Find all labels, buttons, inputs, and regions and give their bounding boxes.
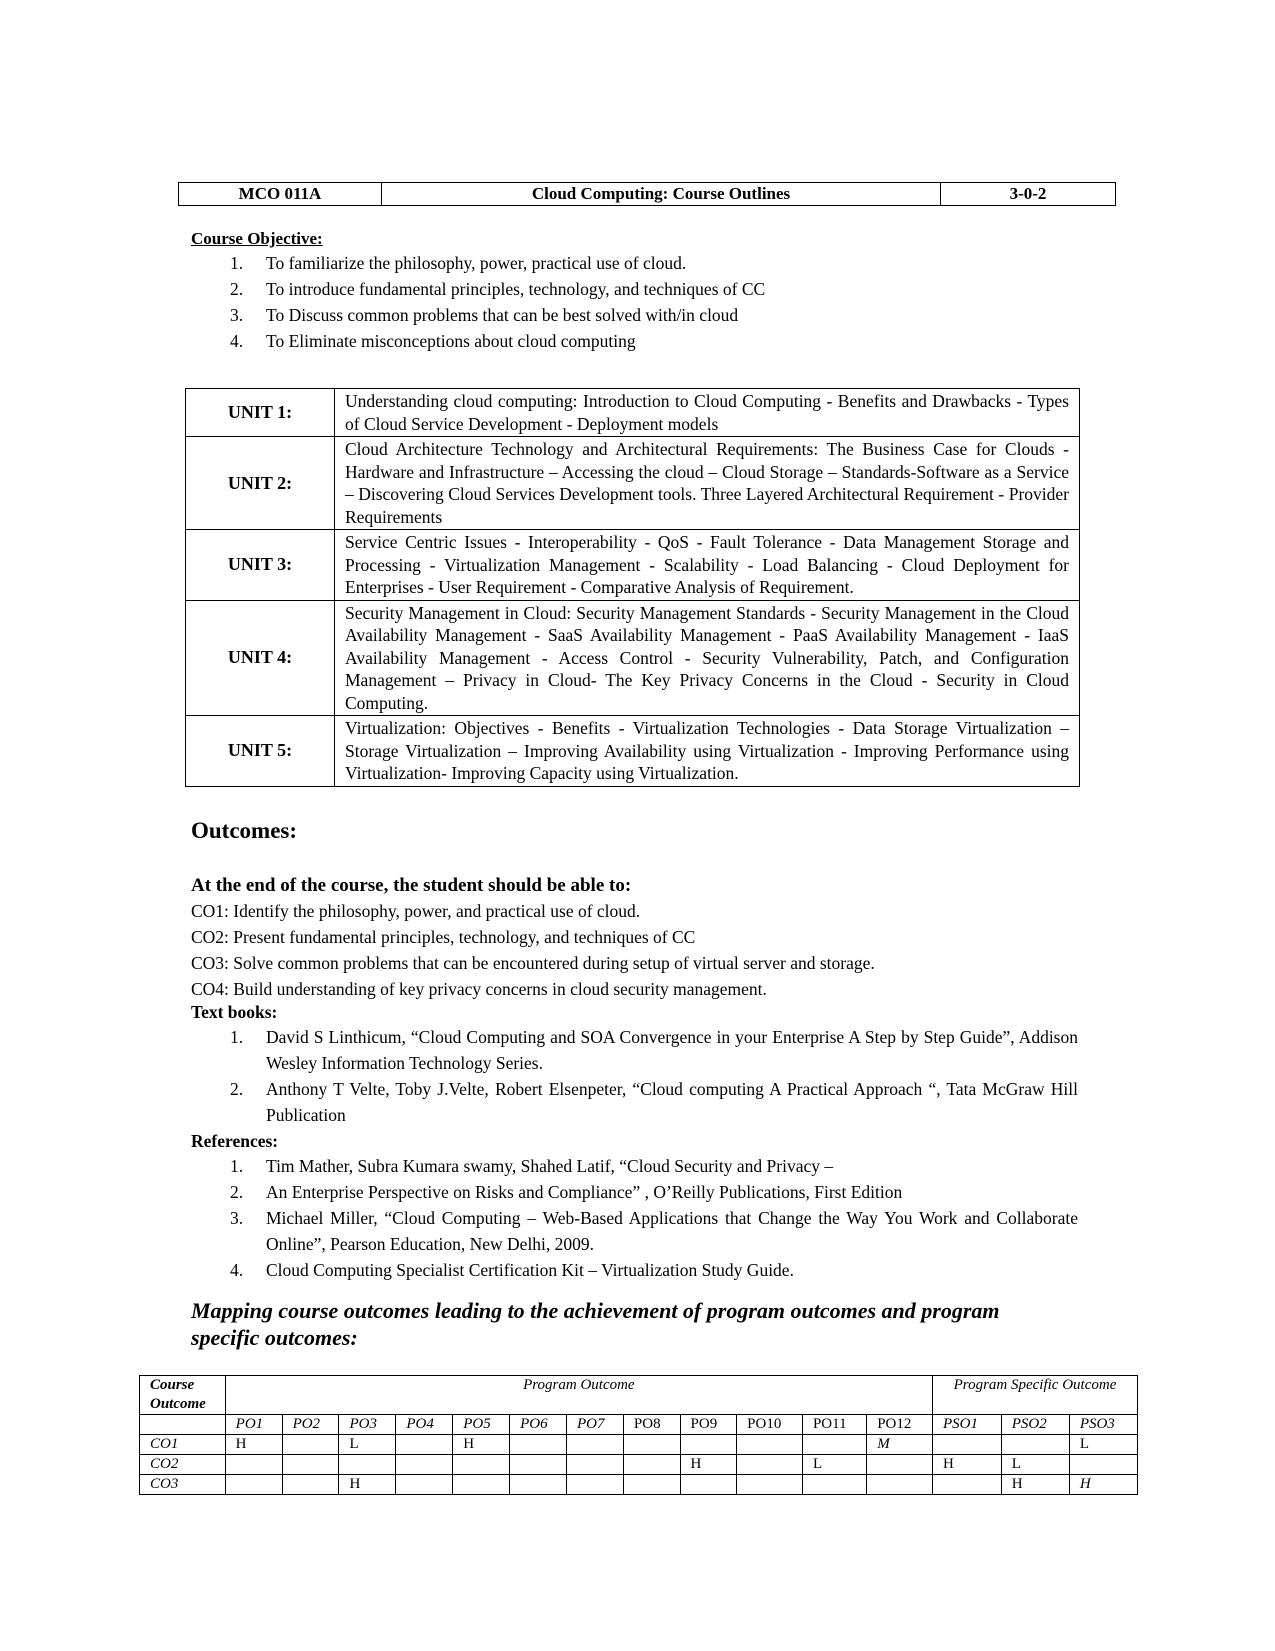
mapping-cell bbox=[1001, 1435, 1069, 1455]
list-item: 3. To Discuss common problems that can be best solved with/in cloud bbox=[230, 305, 739, 325]
mapping-cell bbox=[567, 1455, 624, 1475]
mapping-cell bbox=[282, 1455, 339, 1475]
list-item: 2. An Enterprise Perspective on Risks and Compliance” , O’Reilly Publications, First Edition bbox=[230, 1182, 903, 1202]
column-header-pso3: PSO3 bbox=[1069, 1415, 1137, 1435]
mapping-cell bbox=[453, 1455, 510, 1475]
mapping-title: Mapping course outcomes leading to the achievement of program outcomes and program specific outcomes: bbox=[191, 1298, 1000, 1350]
column-header-po5: PO5 bbox=[453, 1415, 510, 1435]
table-row bbox=[186, 530, 1080, 601]
course-credits: 3-0-2 bbox=[941, 183, 1116, 206]
outcome-item: CO4: Build understanding of key privacy concerns in cloud security management. bbox=[191, 979, 767, 999]
outcomes-list bbox=[191, 898, 1091, 1002]
mapping-cell: M bbox=[867, 1435, 933, 1455]
course-outcome-cell: CO3 bbox=[140, 1475, 226, 1495]
mapping-cell bbox=[567, 1435, 624, 1455]
course-title: Cloud Computing: Course Outlines bbox=[382, 183, 941, 206]
unit-content: Service Centric Issues - Interoperability - QoS - Fault Tolerance - Data Management Storage and Processing - Virtualization Management - Scalability - Load Balancing - Cloud Deployment for Enterprises - User Requirement - Comparative Analysis of Requirement. bbox=[335, 530, 1080, 601]
mapping-cell bbox=[396, 1435, 453, 1455]
mapping-cell: L bbox=[802, 1455, 866, 1475]
mapping-cell: L bbox=[1001, 1455, 1069, 1475]
mapping-cell bbox=[933, 1435, 1002, 1455]
column-header-po2: PO2 bbox=[282, 1415, 339, 1435]
mapping-cell: H bbox=[225, 1435, 282, 1455]
mapping-cell bbox=[510, 1475, 567, 1495]
mapping-cell: H bbox=[1001, 1475, 1069, 1495]
course-outcome-cell: CO1 bbox=[140, 1435, 226, 1455]
mapping-cell: L bbox=[339, 1435, 396, 1455]
unit-label: UNIT 3: bbox=[186, 530, 335, 601]
outcome-item: CO2: Present fundamental principles, technology, and techniques of CC bbox=[191, 927, 696, 947]
course-outcome-cell: CO2 bbox=[140, 1455, 226, 1475]
mapping-cell: H bbox=[1069, 1475, 1137, 1495]
list-item: 2. Anthony T Velte, Toby J.Velte, Robert Elsenpeter, “Cloud computing A Practical Approach “, Tata McGraw Hill Publication bbox=[230, 1079, 1078, 1125]
list-item: 1. David S Linthicum, “Cloud Computing and SOA Convergence in your Enterprise A Step by Step Guide”, Addison Wesley Information Technology Series. bbox=[230, 1027, 1078, 1073]
mapping-cell bbox=[737, 1435, 803, 1455]
mapping-cell bbox=[396, 1455, 453, 1475]
mapping-cell bbox=[623, 1435, 680, 1455]
mapping-cell bbox=[282, 1435, 339, 1455]
column-header-po8: PO8 bbox=[623, 1415, 680, 1435]
column-header-po10: PO10 bbox=[737, 1415, 803, 1435]
mapping-cell bbox=[623, 1475, 680, 1495]
mapping-cell: H bbox=[933, 1455, 1002, 1475]
table-row bbox=[186, 389, 1080, 437]
mapping-cell: L bbox=[1069, 1435, 1137, 1455]
list-item: 2. To introduce fundamental principles, technology, and techniques of CC bbox=[230, 279, 766, 299]
mapping-cell bbox=[933, 1475, 1002, 1495]
mapping-cell bbox=[802, 1435, 866, 1455]
table-row bbox=[140, 1475, 1138, 1495]
list-item: 4. Cloud Computing Specialist Certification Kit – Virtualization Study Guide. bbox=[230, 1260, 794, 1280]
unit-label: UNIT 4: bbox=[186, 600, 335, 716]
table-row bbox=[186, 716, 1080, 787]
unit-content: Security Management in Cloud: Security Management Standards - Security Management in the Cloud Availability Management - SaaS Availability Management - PaaS Availability Management - IaaS Availability Management - Access Control - Security Vulnerability, Patch, and Configuration Management – Privacy in Cloud- The Key Privacy Concerns in the Cloud - Security in Cloud Computing. bbox=[335, 600, 1080, 716]
mapping-cell bbox=[737, 1475, 803, 1495]
table-row bbox=[140, 1415, 1138, 1435]
column-header-po7: PO7 bbox=[567, 1415, 624, 1435]
outcomes-subheading: At the end of the course, the student should be able to: bbox=[191, 875, 632, 896]
mapping-cell bbox=[1069, 1455, 1137, 1475]
mapping-cell bbox=[567, 1475, 624, 1495]
outcome-item: CO3: Solve common problems that can be encountered during setup of virtual server and storage. bbox=[191, 953, 875, 973]
mapping-cell: H bbox=[453, 1435, 510, 1455]
textbooks-list bbox=[178, 1024, 1078, 1128]
references-list bbox=[178, 1153, 1078, 1283]
table-row bbox=[186, 437, 1080, 530]
list-item: 1. Tim Mather, Subra Kumara swamy, Shahed Latif, “Cloud Security and Privacy – bbox=[230, 1156, 834, 1176]
mapping-cell bbox=[453, 1475, 510, 1495]
table-row bbox=[140, 1435, 1138, 1455]
column-header-po4: PO4 bbox=[396, 1415, 453, 1435]
mapping-cell bbox=[680, 1435, 737, 1455]
mapping-cell bbox=[802, 1475, 866, 1495]
mapping-cell bbox=[225, 1455, 282, 1475]
empty-cell bbox=[140, 1415, 226, 1435]
table-row bbox=[186, 600, 1080, 716]
outcomes-heading: Outcomes: bbox=[191, 818, 298, 843]
course-code: MCO 011A bbox=[179, 183, 382, 206]
mapping-cell: H bbox=[680, 1455, 737, 1475]
unit-label: UNIT 1: bbox=[186, 389, 335, 437]
column-header-po6: PO6 bbox=[510, 1415, 567, 1435]
column-header-po11: PO11 bbox=[802, 1415, 866, 1435]
program-outcome-header: Program Outcome bbox=[225, 1376, 932, 1415]
list-item: 1. To familiarize the philosophy, power, practical use of cloud. bbox=[230, 253, 687, 273]
mapping-cell bbox=[282, 1475, 339, 1495]
mapping-cell bbox=[396, 1475, 453, 1495]
mapping-cell: H bbox=[339, 1475, 396, 1495]
mapping-cell bbox=[510, 1435, 567, 1455]
objectives-heading: Course Objective: bbox=[191, 229, 323, 248]
objectives-list bbox=[178, 250, 765, 354]
list-item: 4. To Eliminate misconceptions about cloud computing bbox=[230, 331, 636, 351]
mapping-cell bbox=[510, 1455, 567, 1475]
column-header-po3: PO3 bbox=[339, 1415, 396, 1435]
unit-content: Virtualization: Objectives - Benefits - Virtualization Technologies - Data Storage Virtualization – Storage Virtualization – Improving Availability using Virtualization - Improving Performance using Virtualization- Improving Capacity using Virtualization. bbox=[335, 716, 1080, 787]
table-row bbox=[140, 1376, 1138, 1415]
mapping-cell bbox=[680, 1475, 737, 1495]
units-table bbox=[185, 388, 1080, 787]
unit-label: UNIT 5: bbox=[186, 716, 335, 787]
course-outcome-header: Course Outcome bbox=[140, 1376, 226, 1415]
unit-content: Understanding cloud computing: Introduction to Cloud Computing - Benefits and Drawbacks - Types of Cloud Service Development - Deployment models bbox=[335, 389, 1080, 437]
mapping-cell bbox=[867, 1455, 933, 1475]
mapping-cell bbox=[225, 1475, 282, 1495]
column-header-pso1: PSO1 bbox=[933, 1415, 1002, 1435]
column-header-po9: PO9 bbox=[680, 1415, 737, 1435]
unit-label: UNIT 2: bbox=[186, 437, 335, 530]
table-row bbox=[140, 1455, 1138, 1475]
mapping-cell bbox=[737, 1455, 803, 1475]
mapping-table bbox=[139, 1375, 1138, 1495]
mapping-cell bbox=[867, 1475, 933, 1495]
course-header-table bbox=[178, 182, 1116, 206]
mapping-cell bbox=[339, 1455, 396, 1475]
column-header-pso2: PSO2 bbox=[1001, 1415, 1069, 1435]
column-header-po1: PO1 bbox=[225, 1415, 282, 1435]
list-item: 3. Michael Miller, “Cloud Computing – Web-Based Applications that Change the Way You Work and Collaborate Online”, Pearson Education, New Delhi, 2009. bbox=[230, 1208, 1078, 1254]
references-heading: References: bbox=[191, 1131, 279, 1151]
pso-header: Program Specific Outcome bbox=[933, 1376, 1138, 1415]
column-header-po12: PO12 bbox=[867, 1415, 933, 1435]
unit-content: Cloud Architecture Technology and Architectural Requirements: The Business Case for Clouds - Hardware and Infrastructure – Accessing the cloud – Cloud Storage – Standards-Software as a Service – Discovering Cloud Services Development tools. Three Layered Architectural Requirement - Provider Requirements bbox=[335, 437, 1080, 530]
textbooks-heading: Text books: bbox=[191, 1002, 278, 1022]
outcome-item: CO1: Identify the philosophy, power, and practical use of cloud. bbox=[191, 901, 641, 921]
mapping-cell bbox=[623, 1455, 680, 1475]
